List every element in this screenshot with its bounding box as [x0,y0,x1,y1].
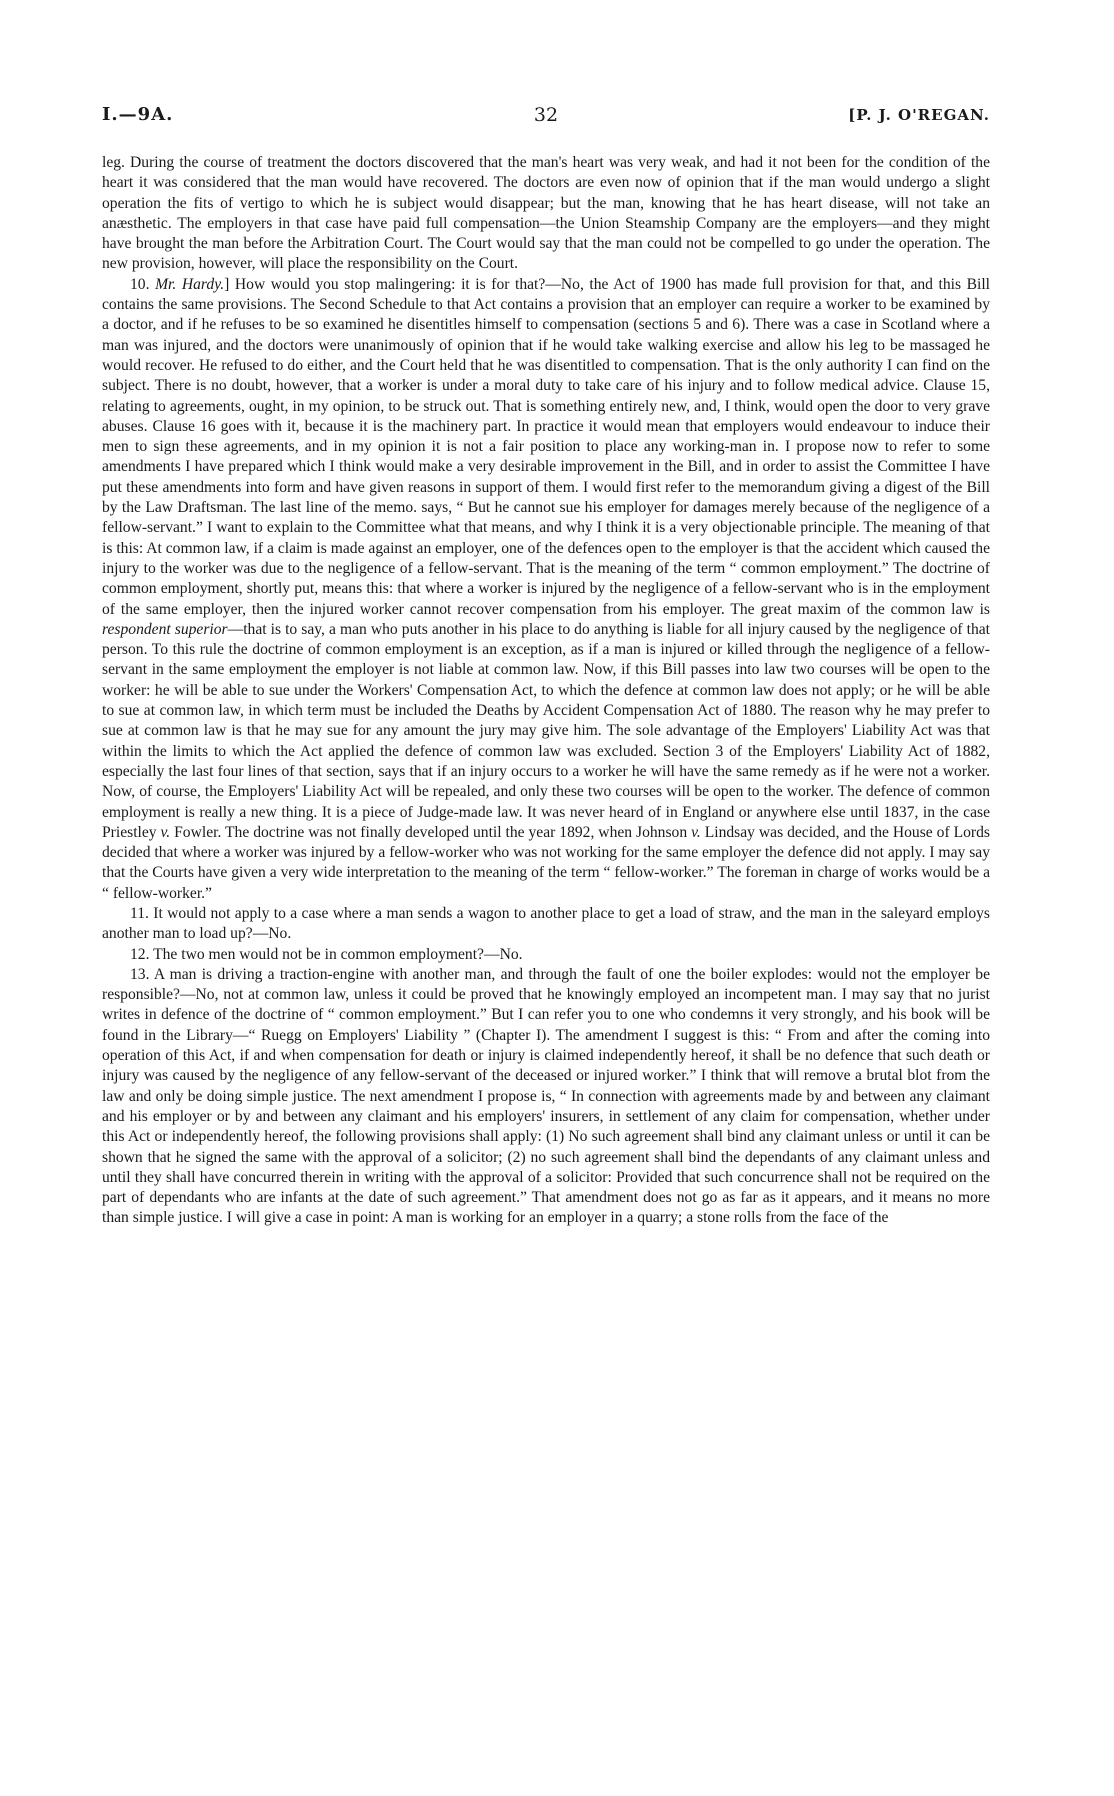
paragraph-text: Lindsay was decided, and the House of Lords decided that where a worker was injured by a fellow-worker who was not working for the same employer the defence did not apply. I may say that the Courts have given a very wide interpretation to the meaning of the term “ fellow-worker.” The foreman in charge of works would be a “ fellow-worker.” [102,823,990,902]
paragraph-text: —that is to say, a man who puts another in his place to do anything is liable for all injury caused by the negligence of that person. To this rule the doctrine of common employment is an exception, as if a man is injured or killed through the negligence of a fellow-servant in the same employment the employer is not liable at common law. Now, if this Bill passes into law two courses will be open to the worker: he will be able to sue under the Workers' Compensation Act, to which the defence at common law does not apply; or he will be able to sue at common law, in which term must be included the Deaths by Accident Compensation Act of 1880. The reason why he may prefer to sue at common law is that he may sue for any amount the jury may give him. The sole advantage of the Employers' Liability Act was that within the limits to which the Act applied the defence of common law was excluded. Section 3 of the Employers' Liability Act of 1882, especially the last four lines of that section, says that if an injury occurs to a worker he will have the same remedy as if he were not a worker. Now, of course, the Employers' Liability Act will be repealed, and only these two courses will be open to the worker. The defence of common employment is really a new thing. It is a piece of Judge-made law. It was never heard of in England or anywhere else until 1837, in the case Priestley [102,620,990,841]
italic-text: v. [160,823,171,841]
page-header [102,104,990,134]
paragraph-p0 [102,153,990,275]
italic-text: v. [691,823,701,841]
paragraph-text: ] How would you stop malingering: it is for that?—No, the Act of 1900 has made full provision for that, and this Bill contains the same provisions. The Second Schedule to that Act contains a provision that an employer can require a worker to be examined by a doctor, and if he refuses to be so examined he disentitles himself to compensation (sections 5 and 6). There was a case in Scotland where a man was injured, and the doctors were unanimously of opinion that if he would take walking exercise and allow his leg to be massaged he would recover. He refused to do either, and the Court held that he was disentitled to compensation. That is the only authority I can find on the subject. There is no doubt, however, that a worker is under a moral duty to take care of his injury and to follow medical advice. Clause 15, relating to agreements, ought, in my opinion, to be struck out. That is something entirely new, and, I think, would open the door to very grave abuses. Clause 16 goes with it, because it is the machinery part. In practice it would mean that employers would endeavour to induce their men to sign these agreements, and in my opinion it is not a fair position to place any working-man in. I propose now to refer to some amendments I have prepared which I think would make a very desirable improvement in the Bill, and in order to assist the Committee I have put these amendments into form and have given reasons in support of them. I would first refer to the memorandum giving a digest of the Bill by the Law Draftsman. The last line of the memo. says, “ But he cannot sue his employer for damages merely because of the negligence of a fellow-servant.” I want to explain to the Committee what that means, and why I think it is a very objectionable principle. The meaning of that is this: At common law, if a claim is made against an employer, one of the defences open to the employer is that the accident which caused the injury to the worker was due to the negligence of a fellow-servant. That is the meaning of the term “ common employment.” The doctrine of common employment, shortly put, means this: that where a worker is injured by the negligence of a fellow-servant who is in the employment of the same employer, then the injured worker cannot recover compensation from his employer. The great maxim of the common law is [102,275,991,618]
paper-reference: I.—9A. [102,104,174,125]
paragraph-text: 10. [130,275,156,293]
page-number: 32 [533,104,559,126]
witness-name: [P. J. O'REGAN. [848,106,990,124]
paragraph-p12 [102,945,990,965]
italic-text: respondent superior [102,620,228,638]
paragraph-p10 [102,275,990,904]
paragraph-p11 [102,904,990,945]
italic-text: Mr. Hardy. [155,275,225,293]
paragraph-text: 11. It would not apply to a case where a man sends a wagon to another place to get a load of straw, and the man in the saleyard employs another man to load up?—No. [102,904,990,943]
paragraph-text: 13. A man is driving a traction-engine with another man, and through the fault of one the boiler explodes: would not the employer be responsible?—No, not at common law, unless it could be proved that he knowingly employed an incompetent man. I may say that no jurist writes in defence of the doctrine of “ common employment.” But I can refer you to one who condemns it very strongly, and his book will be found in the Library—“ Ruegg on Employers' Liability ” (Chapter I). The amendment I suggest is this: “ From and after the coming into operation of this Act, if and when compensation for death or injury is claimed independently hereof, it shall be no defence that such death or injury was caused by the negligence of any fellow-servant of the deceased or injured worker.” I think that will remove a brutal blot from the law and only be doing simple justice. The next amendment I propose is, “ In connection with agreements made by and between any claimant and his employer or by and between any claimant and his employers' insurers, in settlement of any claim for compensation, whether under this Act or independently hereof, the following provisions shall apply: (1) No such agreement shall bind any claimant unless or until it can be shown that he signed the same with the approval of a solicitor; (2) no such agreement shall bind the dependants of any claimant unless and until they shall have concurred therein in writing with the approval of a solicitor: Provided that such concurrence shall not be required on the part of dependants who are infants at the date of such agreement.” That amendment does not go as far as it appears, and it means no more than simple justice. I will give a case in point: A man is working for an employer in a quarry; a stone rolls from the face of the [102,965,990,1227]
paragraph-text: 12. The two men would not be in common employment?—No. [130,945,523,963]
paragraph-text: leg. During the course of treatment the doctors discovered that the man's heart was very weak, and had it not been for the condition of the heart it was considered that the man would have recovered. The doctors are even now of opinion that if the man would undergo a slight operation the fits of vertigo to which he is subject would disappear; but the man, knowing that he has heart disease, will not take an anæsthetic. The employers in that case have paid full compensation—the Union Steamship Company are the employers—and they might have brought the man before the Arbitration Court. The Court would say that the man could not be compelled to go under the operation. The new provision, however, will place the responsibility on the Court. [102,154,990,273]
paragraph-p13 [102,965,990,1229]
body-text [102,153,990,1229]
paragraph-text: Fowler. The doctrine was not finally developed until the year 1892, when Johnson [170,823,692,841]
